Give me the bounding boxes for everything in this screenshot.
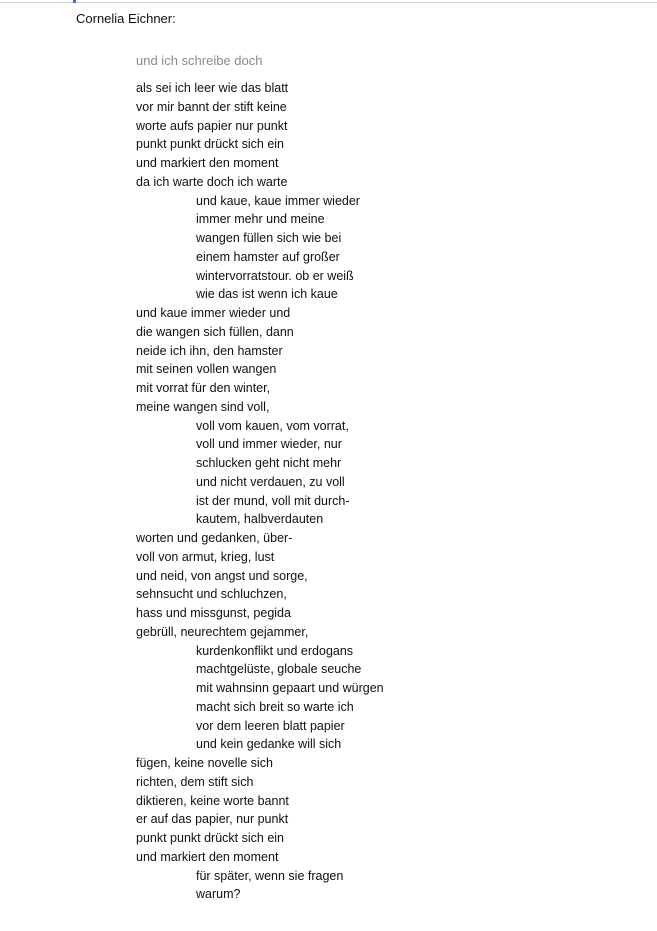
top-divider xyxy=(0,2,657,3)
poem-line: voll und immer wieder, nur xyxy=(196,437,342,452)
poem-line: für später, wenn sie fragen xyxy=(196,868,344,883)
poem-line: da ich warte doch ich warte xyxy=(136,174,288,189)
poem-line: machtgelüste, globale seuche xyxy=(196,662,362,677)
poem-line: und nicht verdauen, zu voll xyxy=(196,474,345,489)
poem-line: ist der mund, voll mit durch- xyxy=(196,493,350,508)
poem-line: vor mir bannt der stift keine xyxy=(136,99,287,114)
poem-line: und kaue immer wieder und xyxy=(136,306,291,320)
poem-line: und neid, von angst und sorge, xyxy=(136,568,308,583)
poem-line: und kaue, kaue immer wieder xyxy=(196,193,360,208)
poem-line: voll von armut, krieg, lust xyxy=(136,549,275,564)
poem-line: er auf das papier, nur punkt xyxy=(136,812,289,827)
poem-line: die wangen sich füllen, dann xyxy=(136,324,294,339)
poem-line: einem hamster auf großer xyxy=(196,249,340,264)
poem-line: punkt punkt drückt sich ein xyxy=(136,137,284,152)
poem-line: warum? xyxy=(196,887,241,902)
poem-line: voll vom kauen, vom vorrat, xyxy=(196,418,349,433)
poem-line: kurdenkonflikt und erdogans xyxy=(196,643,354,658)
poem-line: meine wangen sind voll, xyxy=(136,399,270,414)
poem-line: fügen, keine novelle sich xyxy=(136,756,273,770)
poem-line: worte aufs papier nur punkt xyxy=(136,118,288,133)
poem-line: und kein gedanke will sich xyxy=(196,737,342,752)
poem-line: mit vorrat für den winter, xyxy=(136,381,271,395)
poem-line: kautem, halbverdauten xyxy=(196,512,324,527)
poem-line: immer mehr und meine xyxy=(196,212,325,227)
poem-line: wintervorratstour. ob er weiß xyxy=(196,268,354,283)
poem-line: punkt punkt drückt sich ein xyxy=(136,831,284,845)
poem-line: schlucken geht nicht mehr xyxy=(196,456,342,470)
poem-line: und markiert den moment xyxy=(136,849,279,864)
poem-body xyxy=(136,79,384,904)
text-cursor-marker xyxy=(73,0,76,3)
poem-line: gebrüll, neurechtem gejammer, xyxy=(136,624,309,639)
poem-line: macht sich breit so warte ich xyxy=(196,699,354,714)
poem-line: mit seinen vollen wangen xyxy=(136,362,277,377)
poem-line: hass und missgunst, pegida xyxy=(136,606,291,620)
poem-line: mit wahnsinn gepaart und würgen xyxy=(196,681,384,695)
poem-line: diktieren, keine worte bannt xyxy=(136,793,289,808)
poem-title: und ich schreibe doch xyxy=(136,53,263,68)
poem-line: vor dem leeren blatt papier xyxy=(196,718,345,733)
author-name: Cornelia Eichner: xyxy=(76,11,176,26)
poem-line: als sei ich leer wie das blatt xyxy=(136,81,289,95)
poem-line: wangen füllen sich wie bei xyxy=(196,231,342,245)
poem-line: richten, dem stift sich xyxy=(136,774,254,789)
poem-line: worten und gedanken, über- xyxy=(136,531,293,545)
poem-line: wie das ist wenn ich kaue xyxy=(196,287,338,302)
poem-line: und markiert den moment xyxy=(136,156,279,170)
poem-line: neide ich ihn, den hamster xyxy=(136,343,283,358)
poem-line: sehnsucht und schluchzen, xyxy=(136,587,287,602)
